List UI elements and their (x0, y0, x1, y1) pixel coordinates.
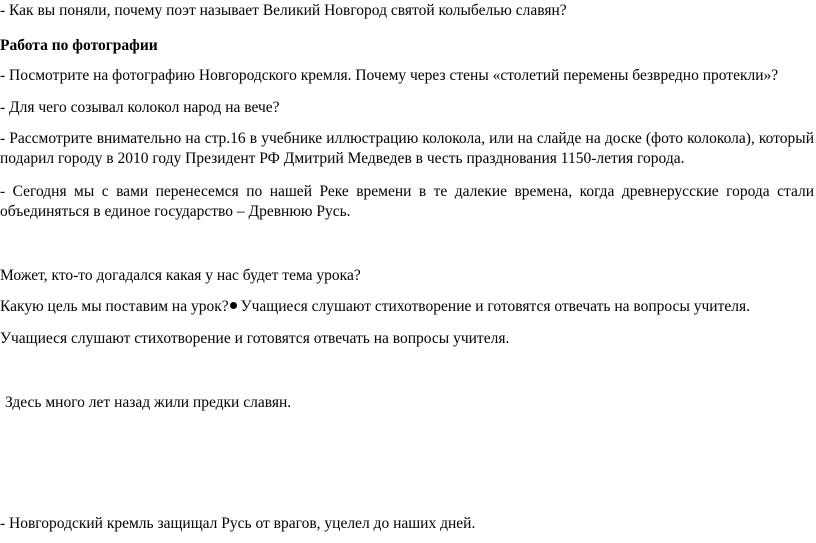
note-ancestors: Здесь много лет назад жили предки славян. (5, 394, 292, 411)
question-lesson-goal-text: Какую цель мы поставим на урок? (0, 298, 229, 315)
section-title-photo-work: Работа по фотографии (0, 37, 158, 54)
question-poet-cradle: - Как вы поняли, почему поэт называет Великий Новгород святой колыбелью славян? (0, 2, 567, 19)
question-veche-bell: - Для чего созывал колокол народ на вече? (0, 99, 280, 116)
question-lesson-topic: Может, кто-то догадался какая у нас будет тема урока? (0, 267, 361, 284)
paragraph-river-of-time-line-2: объединяться в единое государство – Древнюю Русь. (0, 203, 351, 220)
note-students-listen: Учащиеся слушают стихотворение и готовятся отвечать на вопросы учителя. (0, 330, 510, 347)
question-bell-illustration (0, 129, 814, 169)
question-lesson-goal (0, 297, 814, 317)
paragraph-river-of-time (0, 182, 814, 222)
question-bell-illustration-line-2: подарил городу в 2010 году Президент РФ Дмитрий Медведев в честь празднования 1150-летия города. (0, 150, 685, 167)
note-kremlin-protected: - Новгородский кремль защищал Русь от врагов, уцелел до наших дней. (0, 515, 476, 532)
paragraph-river-of-time-line-1: - Сегодня мы с вами перенесемся по нашей Реке времени в те далекие времена, когда древнерусские города стали (0, 183, 814, 200)
question-bell-illustration-line-1: - Рассмотрите внимательно на стр.16 в учебнике иллюстрацию колокола, или на слайде на доске (фото колокола), который (0, 130, 814, 147)
question-kremlin-photo: - Посмотрите на фотографию Новгородского кремля. Почему через стены «столетий перемены безвредно протекли»? (0, 67, 779, 84)
bullet-icon (230, 302, 237, 309)
question-lesson-goal-answer: Учащиеся слушают стихотворение и готовятся отвечать на вопросы учителя. (240, 298, 750, 315)
